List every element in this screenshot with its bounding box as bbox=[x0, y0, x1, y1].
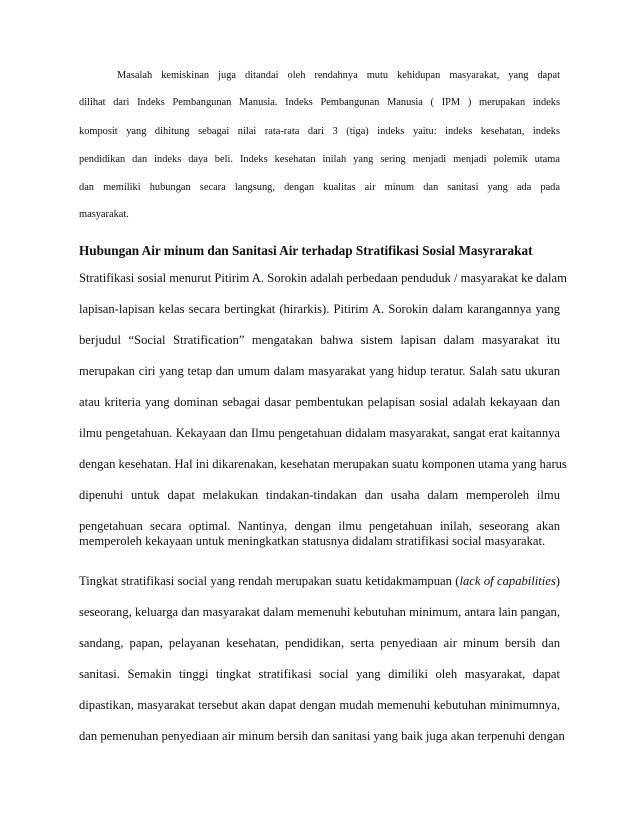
paragraph-text: ) bbox=[555, 574, 560, 588]
document-page: Masalah kemiskinan juga ditandai oleh rendahnya mutu kehidupan masyarakat, yang dapat dilihat dari Indeks Pembangunan Manusia. Indeks Pembangunan Manusia ( IPM ) merupakan indeks komposit yang dihitung sebagai nilai rata-rata dari 3 (tiga) indeks yaitu: indeks kesehatan, indeks pendidikan dan indeks daya beli. Indeks kesehatan inilah yang sering menjadi menjadi polemik utama dan memiliki hubungan secara langsung, dengan kualitas air minum dan sanitasi yang ada pada masyarakat. Hubungan Air minum dan Sanitasi Air terhadap Stratifikasi Sosial Masyrarakat Stratifikasi sosial menurut Pitirim A. Sorokin adalah perbedaan penduduk / masyarakat ke dalam lapisan-lapisan kelas secara bertingkat (hirarkis). Pitirim A. Sorokin dalam karangannya yang berjudul “Social Stratification” mengatakan bahwa sistem lapisan dalam masyarakat itu merupakan ciri yang tetap dan umum dalam masyarakat yang hidup teratur. Salah satu ukuran atau kriteria yang dominan sebagai dasar pembentukan pelapisan sosial adalah kekayaan dan ilmu pengetahuan. Kekayaan dan Ilmu pengetahuan didalam masyarakat, sangat erat kaitannya dengan kesehatan. Hal ini dikarenakan, kesehatan merupakan suatu komponen utama yang harus dipenuhi untuk dapat melakukan tindakan-tindakan dan usaha dalam memperoleh ilmu pengetahuan secara optimal. Nantinya, dengan ilmu pengetahuan inilah, seseorang akan memperoleh kekayaan untuk meningkatkan statusnya didalam stratifikasi social masyarakat. Tingkat stratifikasi social yang rendah merupakan suatu ketidakmampuan (lack of capabilities) seseorang, keluarga dan masyarakat dalam memenuhi kebutuhan minimum, antara lain pangan, sandang, papan, pelayanan kesehatan, pendidikan, serta penyediaan air minum bersih dan sanitasi. Semakin tinggi tingkat stratifikasi social yang dimiliki oleh masyarakat, dapat dipastikan, masyarakat tersebut akan dapat dengan mudah memenuhi kebutuhan minimumnya, dan pemenuhan penyediaan air minum bersih dan sanitasi yang baik juga akan terpenuhi dengan bbox=[79, 70, 567, 743]
paragraph-text: Tingkat stratifikasi social yang rendah merupakan suatu ketidakmampuan ( bbox=[79, 574, 460, 588]
paragraph-italic-term: lack of capabilities bbox=[459, 574, 556, 588]
section-heading: Hubungan Air minum dan Sanitasi Air terhadap Stratifikasi Sosial Masyrarakat bbox=[79, 243, 533, 258]
